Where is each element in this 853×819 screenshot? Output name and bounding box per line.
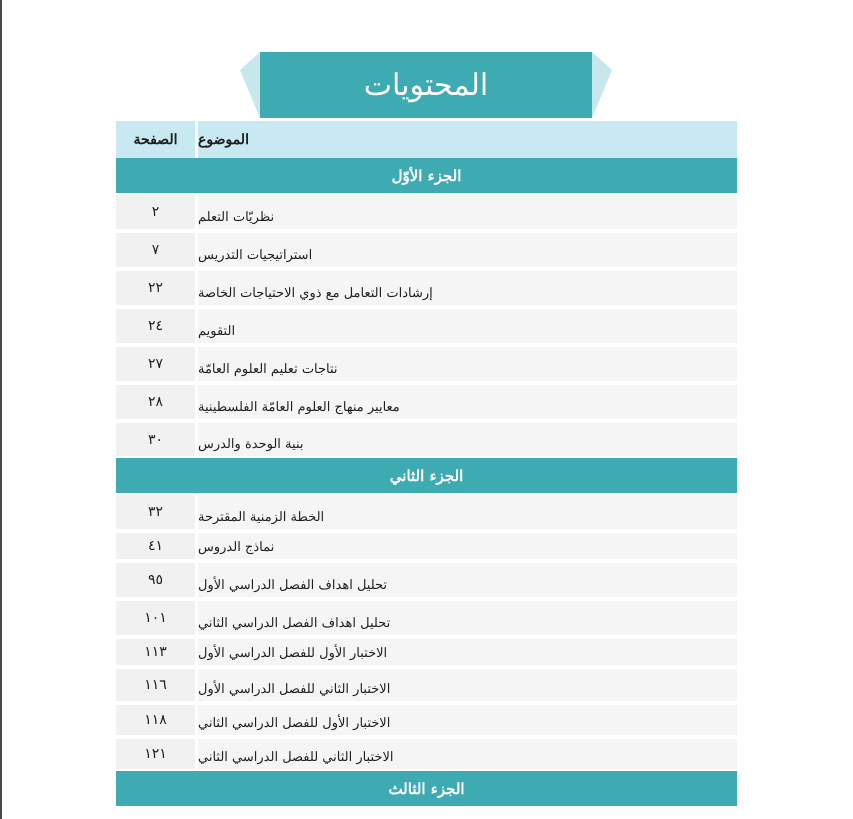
topic-title: بنية الوحدة والدرس — [198, 423, 737, 456]
topic-title: الاختبار الأول للفصل الدراسي الثاني — [198, 705, 737, 735]
table-row — [116, 193, 737, 231]
topic-title: الاختبار الأول للفصل الدراسي الأول — [198, 639, 737, 665]
title-banner — [240, 52, 612, 118]
page-number: ١١٣ — [116, 639, 195, 665]
page-number: ٤١ — [116, 533, 195, 559]
table-row — [116, 599, 737, 637]
table-row — [116, 231, 737, 269]
page-number: ١١٨ — [116, 705, 195, 735]
table-row — [116, 531, 737, 561]
topic-title: معايير منهاج العلوم العامّة الفلسطينية — [198, 385, 737, 419]
table-row — [116, 269, 737, 307]
topic-title: إرشادات التعامل مع ذوي الاحتياجات الخاصة — [198, 271, 737, 305]
page-number: ١٢١ — [116, 739, 195, 769]
section-heading: الجزء الثالث — [116, 771, 737, 806]
section-heading: الجزء الأوّل — [116, 158, 737, 193]
table-row — [116, 383, 737, 421]
topic-title: الخطة الزمنية المقترحة — [198, 495, 737, 529]
topic-title: تحليل اهداف الفصل الدراسي الثاني — [198, 601, 737, 635]
table-row — [116, 737, 737, 771]
page-number: ٣٢ — [116, 495, 195, 529]
page-number: ٣٠ — [116, 423, 195, 456]
table-row — [116, 345, 737, 383]
page-number: ٩٥ — [116, 563, 195, 597]
topic-title: استراتيجيات التدريس — [198, 233, 737, 267]
table-row — [116, 307, 737, 345]
topic-title: التقويم — [198, 309, 737, 343]
topic-title: نتاجات تعليم العلوم العامّة — [198, 347, 737, 381]
table-row — [116, 561, 737, 599]
page-left-border — [0, 0, 2, 819]
header-topic-label: الموضوع — [198, 121, 737, 158]
page-number: ٢ — [116, 195, 195, 229]
table-row — [116, 493, 737, 531]
topic-title: الاختبار الثاني للفصل الدراسي الأول — [198, 669, 737, 701]
page-number: ٢٢ — [116, 271, 195, 305]
table-row — [116, 421, 737, 458]
page-number: ٢٧ — [116, 347, 195, 381]
table-row — [116, 703, 737, 737]
section-heading: الجزء الثاني — [116, 458, 737, 493]
topic-title: نماذج الدروس — [198, 533, 737, 559]
contents-table — [116, 121, 737, 806]
page-number: ٢٤ — [116, 309, 195, 343]
table-body — [116, 158, 737, 806]
table-row — [116, 637, 737, 667]
page-number: ٢٨ — [116, 385, 195, 419]
table-header-row — [116, 121, 737, 158]
table-row — [116, 667, 737, 703]
topic-title: الاختبار الثاني للفصل الدراسي الثاني — [198, 739, 737, 769]
topic-title: تحليل اهداف الفصل الدراسي الأول — [198, 563, 737, 597]
page-number: ١٠١ — [116, 601, 195, 635]
page-number: ٧ — [116, 233, 195, 267]
header-page-label: الصفحة — [116, 121, 195, 158]
page-title: المحتويات — [363, 67, 489, 103]
topic-title: نظريّات التعلم — [198, 195, 737, 229]
page-number: ١١٦ — [116, 669, 195, 701]
